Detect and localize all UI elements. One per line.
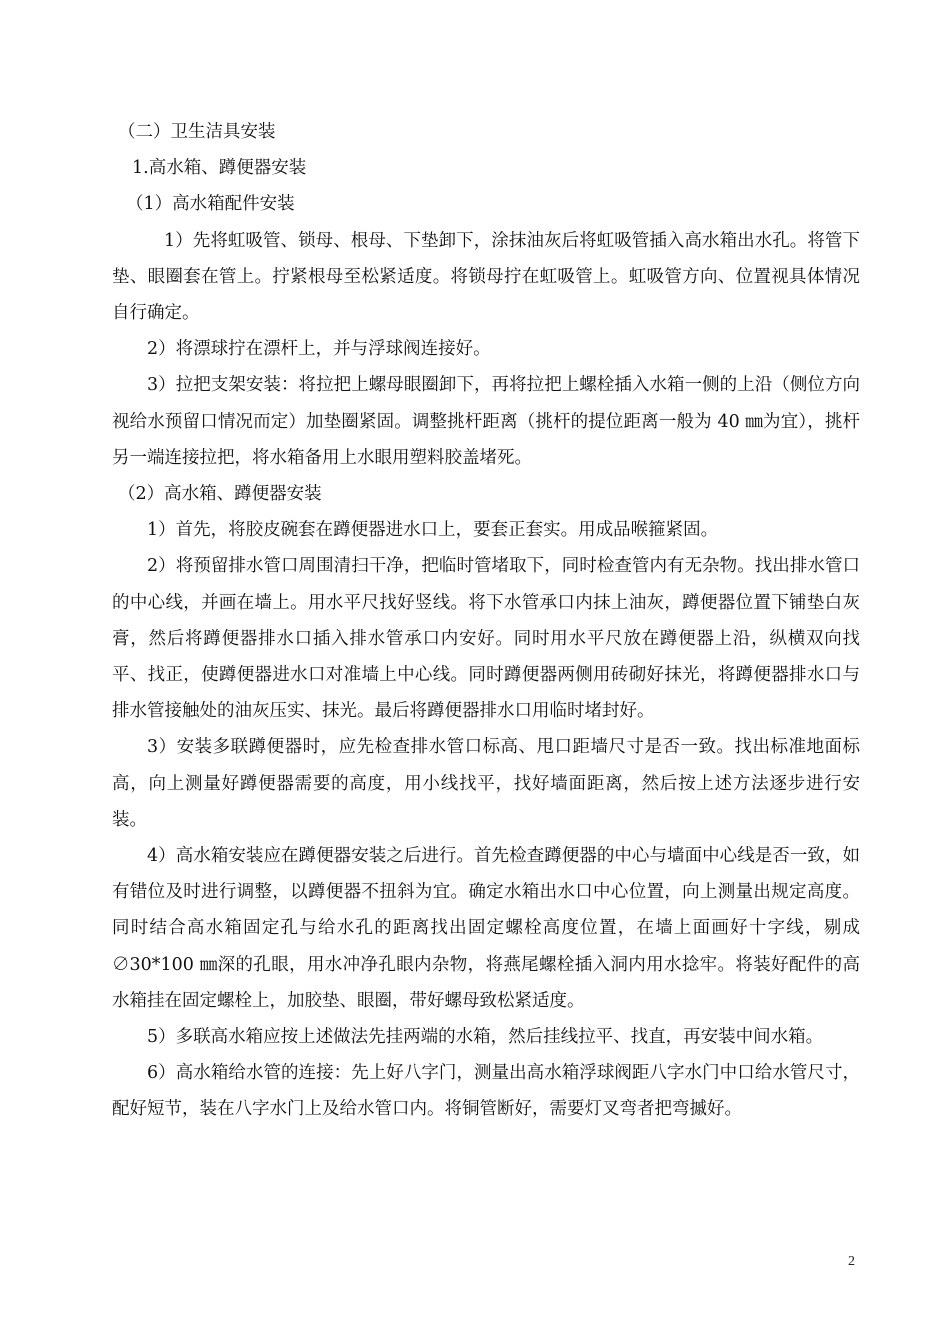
subsection-heading-2: （2）高水箱、蹲便器安装 bbox=[118, 484, 322, 505]
section-heading: （二）卫生洁具安装 bbox=[118, 122, 276, 142]
paragraph-1-2: 2）将漂球拧在漂杆上，并与浮球阀连接好。 bbox=[147, 339, 491, 360]
document-body bbox=[112, 114, 860, 1128]
paragraph-2-2: 2）将预留排水管口周围清扫干净，把临时管堵取下，同时检查管内有无杂物。找出排水管口的中心线，并画在墙上。用水平尺找好竖线。将下水管承口内抹上油灰，蹲便器位置下铺垫白灰膏，然后将蹲便器排水口插入排水管承口内安好。同时用水平尺放在蹲便器上沿，纵横双向找平、找正，使蹲便器进水口对准墙上中心线。同时蹲便器两侧用砖砌好抹光，将蹲便器排水口与排水管接触处的油灰压实、抹光。最后将蹲便器排水口用临时堵封好。 bbox=[112, 556, 860, 722]
paragraph-2-3: 3）安装多联蹲便器时，应先检查排水管口标高、甩口距墙尺寸是否一致。找出标准地面标高，向上测量好蹲便器需要的高度，用小线找平，找好墙面距离，然后按上述方法逐步进行安装。 bbox=[112, 737, 860, 830]
paragraph-2-4: 4）高水箱安装应在蹲便器安装之后进行。首先检查蹲便器的中心与墙面中心线是否一致，如有错位及时进行调整，以蹲便器不扭斜为宜。确定水箱出水口中心位置，向上测量出规定高度。同时结合高水箱固定孔与给水孔的距离找出固定螺栓高度位置，在墙上面画好十字线，剔成∅30*100 ㎜深的孔眼，用水冲净孔眼内杂物，将燕尾螺栓插入洞内用水捻牢。将装好配件的高水箱挂在固定螺栓上，加胶垫、眼圈，带好螺母致松紧适度。 bbox=[112, 846, 860, 1011]
paragraph-2-6: 6）高水箱给水管的连接：先上好八字门，测量出高水箱浮球阀距八字水门中口给水管尺寸，配好短节，装在八字水门上及给水管口内。将铜管断好，需要灯叉弯者把弯摵好。 bbox=[112, 1063, 860, 1120]
paragraph-1-1: 1）先将虹吸管、锁母、根母、下垫卸下，涂抹油灰后将虹吸管插入高水箱出水孔。将管下垫、眼圈套在管上。拧紧根母至松紧适度。将锁母拧在虹吸管上。虹吸管方向、位置视具体情况自行确定。 bbox=[112, 230, 860, 324]
page-number: 2 bbox=[848, 1254, 855, 1269]
item-heading: 1.高水箱、蹲便器安装 bbox=[132, 158, 307, 179]
paragraph-2-1: 1）首先，将胶皮碗套在蹲便器进水口上，要套正套实。用成品喉箍紧固。 bbox=[147, 520, 719, 541]
paragraph-1-3: 3）拉把支架安装：将拉把上螺母眼圈卸下，再将拉把上螺栓插入水箱一侧的上沿（侧位方向视给水预留口情况而定）加垫圈紧固。调整挑杆距离（挑杆的提位距离一般为 40 ㎜为宜），挑杆另一端连接拉把，将水箱备用上水眼用塑料胶盖堵死。 bbox=[112, 375, 860, 468]
paragraph-2-5: 5）多联高水箱应按上述做法先挂两端的水箱，然后挂线拉平、找直，再安装中间水箱。 bbox=[147, 1027, 824, 1048]
subsection-heading-1: （1）高水箱配件安装 bbox=[126, 194, 295, 215]
